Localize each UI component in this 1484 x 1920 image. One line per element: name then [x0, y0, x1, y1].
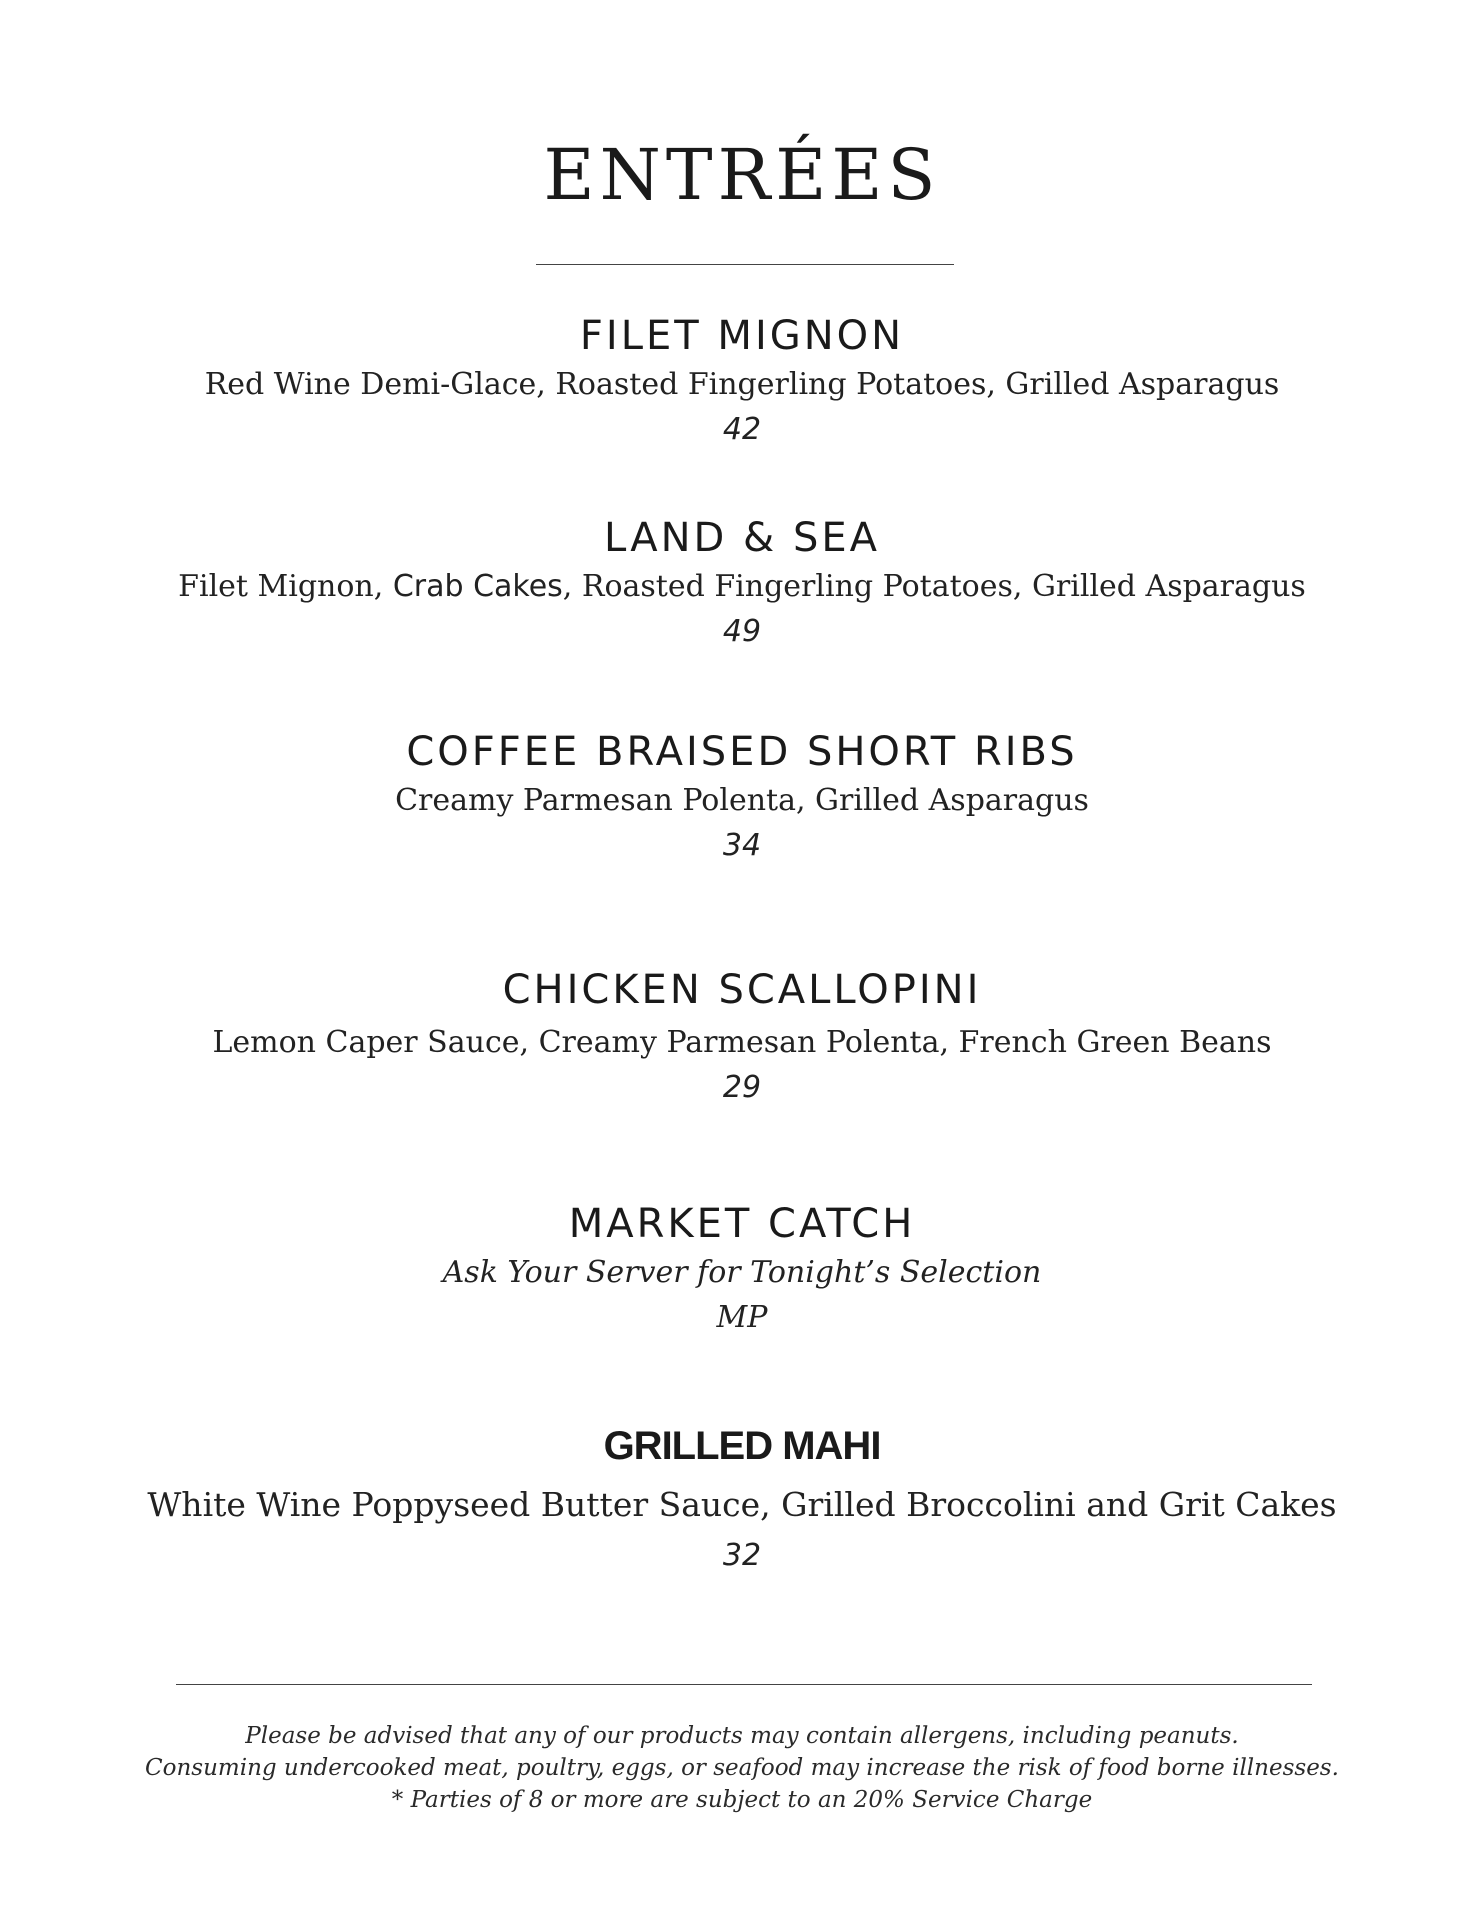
menu-item-land-and-sea: [0, 514, 1484, 654]
item-price: 34: [722, 828, 762, 863]
item-description: Lemon Caper Sauce, Creamy Parmesan Polenta, French Green Beans: [212, 1025, 1272, 1060]
item-price: 32: [722, 1538, 762, 1573]
item-description: Ask Your Server for Tonight’s Selection: [442, 1255, 1042, 1290]
item-description: Creamy Parmesan Polenta, Grilled Asparagus: [395, 783, 1089, 818]
service-charge-notice-line: * Parties of 8 or more are subject to an 20% Service Charge: [391, 1787, 1093, 1813]
menu-item-grilled-mahi: [0, 1422, 1484, 1578]
item-price: MP: [716, 1300, 768, 1335]
allergen-notice-line: Please be advised that any of our products may contain allergens, including peanuts.: [245, 1723, 1239, 1749]
menu-item-market-catch: [0, 1200, 1484, 1340]
item-price: 29: [722, 1070, 762, 1105]
item-name: GRILLED MAHI: [603, 1424, 881, 1468]
page-title: ENTRÉES: [543, 134, 941, 216]
allergen-notice: [0, 1720, 1484, 1816]
item-name: LAND & SEA: [604, 515, 880, 561]
item-description: White Wine Poppyseed Butter Sauce, Grilled Broccolini and Grit Cakes: [147, 1485, 1337, 1524]
item-description-part: Crab Cakes: [392, 569, 563, 604]
item-description: Red Wine Demi-Glace, Roasted Fingerling Potatoes, Grilled Asparagus: [204, 367, 1280, 402]
footer-divider: [176, 1684, 1312, 1685]
item-name: MARKET CATCH: [568, 1201, 916, 1247]
item-description-part: Filet Mignon,: [178, 569, 393, 604]
menu-item-filet-mignon: [0, 312, 1484, 452]
menu-item-chicken-scallopini: [0, 966, 1484, 1110]
title-divider: [536, 264, 954, 265]
item-name: COFFEE BRAISED SHORT RIBS: [406, 729, 1078, 775]
item-name: CHICKEN SCALLOPINI: [502, 967, 982, 1013]
item-price: 42: [722, 412, 762, 447]
menu-item-short-ribs: [0, 728, 1484, 868]
item-name: FILET MIGNON: [579, 313, 905, 359]
item-price: 49: [722, 614, 762, 649]
item-description-part: , Roasted Fingerling Potatoes, Grilled Asparagus: [562, 569, 1306, 604]
item-description: [0, 566, 1484, 608]
food-safety-notice-line: Consuming undercooked meat, poultry, eggs, or seafood may increase the risk of food borne illnesses.: [145, 1755, 1339, 1781]
